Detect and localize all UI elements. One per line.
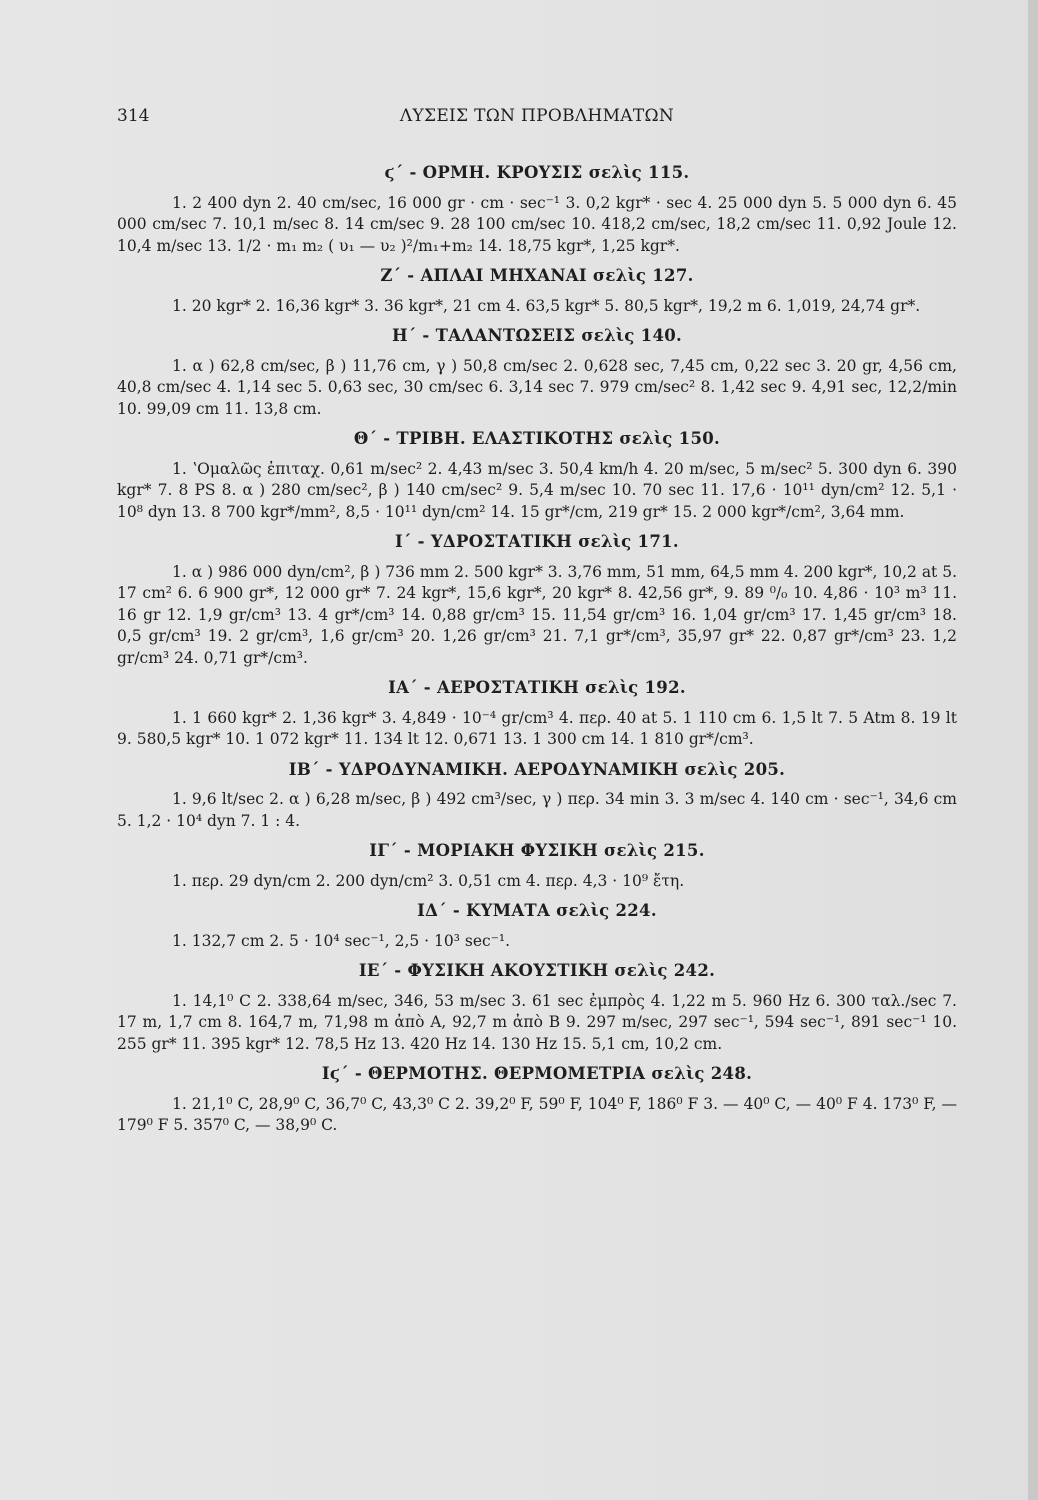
section-chapter-6 [117,162,957,257]
section-answers: 1. 20 kgr* 2. 16,36 kgr* 3. 36 kgr*, 21 cm 4. 63,5 kgr* 5. 80,5 kgr*, 19,2 m 6. 1,019, 24,74 gr*. [172,296,921,315]
page-header [117,106,957,136]
section-chapter-8 [117,325,957,420]
section-title: ΙΔ΄ - ΚΥΜΑΤΑ σελὶς 224. [417,901,657,920]
section-answers: 1. 1 660 kgr* 2. 1,36 kgr* 3. 4,849 · 10⁻⁴ gr/cm³ 4. περ. 40 at 5. 1 110 cm 6. 1,5 lt 7. 5 Atm 8. 19 lt 9. 580,5 kgr* 10. 1 072 kgr* 11. 134 lt 12. 0,671 13. 1 300 cm 14. 1 810 gr*/cm³. [117,708,957,748]
section-chapter-10 [117,531,957,669]
section-answers: 1. περ. 29 dyn/cm 2. 200 dyn/cm² 3. 0,51 cm 4. περ. 4,3 · 10⁹ ἔτη. [172,871,685,890]
page-number: 314 [117,106,150,126]
section-title: Θ΄ - ΤΡΙΒΗ. ΕΛΑΣΤΙΚΟΤΗΣ σελὶς 150. [353,429,721,448]
section-chapter-13 [117,840,957,892]
section-chapter-9 [117,428,957,523]
section-answers: 1. 9,6 lt/sec 2. α ) 6,28 m/sec, β ) 492 cm³/sec, γ ) περ. 34 min 3. 3 m/sec 4. 140 cm · sec⁻¹, 34,6 cm 5. 1,2 · 10⁴ dyn 7. 1 : 4. [117,790,957,830]
section-title: Ζ΄ - ΑΠΛΑΙ ΜΗΧΑΝΑΙ σελὶς 127. [380,266,694,285]
section-answers: 1. 14,1⁰ C 2. 338,64 m/sec, 346, 53 m/sec 3. 61 sec ἐμπρὸς 4. 1,22 m 5. 960 Hz 6. 300 ταλ./sec 7. 17 m, 1,7 cm 8. 164,7 m, 71,98 m ἀπὸ Α, 92,7 m ἀπὸ Β 9. 297 m/sec, 297 sec⁻¹, 594 sec⁻¹, 891 sec⁻¹ 10. 255 gr* 11. 395 kgr* 12. 78,5 Hz 13. 420 Hz 14. 130 Hz 15. 5,1 cm, 10,2 cm. [117,991,957,1053]
section-answers: 1. 132,7 cm 2. 5 · 10⁴ sec⁻¹, 2,5 · 10³ sec⁻¹. [172,931,511,950]
page-edge [1028,0,1038,1500]
section-title: Η΄ - ΤΑΛΑΝΤΩΣΕΙΣ σελὶς 140. [391,326,683,345]
section-chapter-7 [117,265,957,317]
section-title: ΙΓ΄ - ΜΟΡΙΑΚΗ ΦΥΣΙΚΗ σελὶς 215. [369,841,705,860]
section-title: ΙΒ΄ - ΥΔΡΟΔΥΝΑΜΙΚΗ. ΑΕΡΟΔΥΝΑΜΙΚΗ σελὶς 205. [288,759,786,779]
section-title: ΙΕ΄ - ΦΥΣΙΚΗ ΑΚΟΥΣΤΙΚΗ σελὶς 242. [358,961,716,980]
section-answers: 1. 21,1⁰ C, 28,9⁰ C, 36,7⁰ C, 43,3⁰ C 2. 39,2⁰ F, 59⁰ F, 104⁰ F, 186⁰ F 3. — 40⁰ C, — 40⁰ F 4. 173⁰ F, — 179⁰ F 5. 357⁰ C, — 38,9⁰ C. [117,1094,957,1134]
running-title: ΛΥΣΕΙΣ ΤΩΝ ΠΡΟΒΛΗΜΑΤΩΝ [399,106,675,126]
section-title: Ιϛ΄ - ΘΕΡΜΟΤΗΣ. ΘΕΡΜΟΜΕΤΡΙΑ σελὶς 248. [321,1064,753,1083]
section-title: Ι΄ - ΥΔΡΟΣΤΑΤΙΚΗ σελὶς 171. [395,532,679,551]
section-chapter-12 [117,759,957,833]
section-answers: 1. 2 400 dyn 2. 40 cm/sec, 16 000 gr · cm · sec⁻¹ 3. 0,2 kgr* · sec 4. 25 000 dyn 5. 5 000 dyn 6. 45 000 cm/sec 7. 10,1 m/sec 8. 14 cm/sec 9. 28 100 cm/sec 10. 418,2 cm/sec, 18,2 cm/sec 11. 0,92 Joule 12. 10,4 m/sec 13. 1/2 · m₁ m₂ ( υ₁ — υ₂ )²/m₁+m₂ 14. 18,75 kgr*, 1,25 kgr*. [117,193,957,255]
section-title: ϛ΄ - ΟΡΜΗ. ΚΡΟΥΣΙΣ σελὶς 115. [384,163,690,182]
section-chapter-15 [117,960,957,1055]
section-chapter-11 [117,677,957,751]
section-chapter-14 [117,900,957,952]
section-chapter-16 [117,1063,957,1137]
section-answers: 1. α ) 986 000 dyn/cm², β ) 736 mm 2. 500 kgr* 3. 3,76 mm, 51 mm, 64,5 mm 4. 200 kgr*, 10,2 at 5. 17 cm² 6. 6 900 gr*, 12 000 gr* 7. 24 kgr*, 15,6 kgr*, 20 kgr* 8. 42,56 gr*, 9. 89 ⁰/₀ 10. 4,86 · 10³ m³ 11. 16 gr 12. 1,9 gr/cm³ 13. 4 gr*/cm³ 14. 0,88 gr/cm³ 15. 11,54 gr/cm³ 16. 1,04 gr/cm³ 17. 1,45 gr/cm³ 18. 0,5 gr/cm³ 19. 2 gr/cm³, 1,6 gr/cm³ 20. 1,26 gr/cm³ 21. 7,1 gr*/cm³, 35,97 gr* 22. 0,87 gr*/cm³ 23. 1,2 gr/cm³ 24. 0,71 gr*/cm³. [117,562,958,667]
section-answers: 1. α ) 62,8 cm/sec, β ) 11,76 cm, γ ) 50,8 cm/sec 2. 0,628 sec, 7,45 cm, 0,22 sec 3. 20 gr, 4,56 cm, 40,8 cm/sec 4. 1,14 sec 5. 0,63 sec, 30 cm/sec 6. 3,14 sec 7. 979 cm/sec² 8. 1,42 sec 9. 4,91 sec, 12,2/min 10. 99,09 cm 11. 13,8 cm. [117,356,957,418]
section-title: ΙΑ΄ - ΑΕΡΟΣΤΑΤΙΚΗ σελὶς 192. [388,678,686,697]
section-answers: 1. ʽΟμαλῶς ἐπιταχ. 0,61 m/sec² 2. 4,43 m/sec 3. 50,4 km/h 4. 20 m/sec, 5 m/sec² 5. 300 dyn 6. 390 kgr* 7. 8 PS 8. α ) 280 cm/sec², β ) 140 cm/sec² 9. 5,4 m/sec 10. 70 sec 11. 17,6 · 10¹¹ dyn/cm² 12. 5,1 · 10⁸ dyn 13. 8 700 kgr*/mm², 8,5 · 10¹¹ dyn/cm² 14. 15 gr*/cm, 219 gr* 15. 2 000 kgr*/cm², 3,64 mm. [117,459,957,521]
answers-content [117,162,957,1145]
